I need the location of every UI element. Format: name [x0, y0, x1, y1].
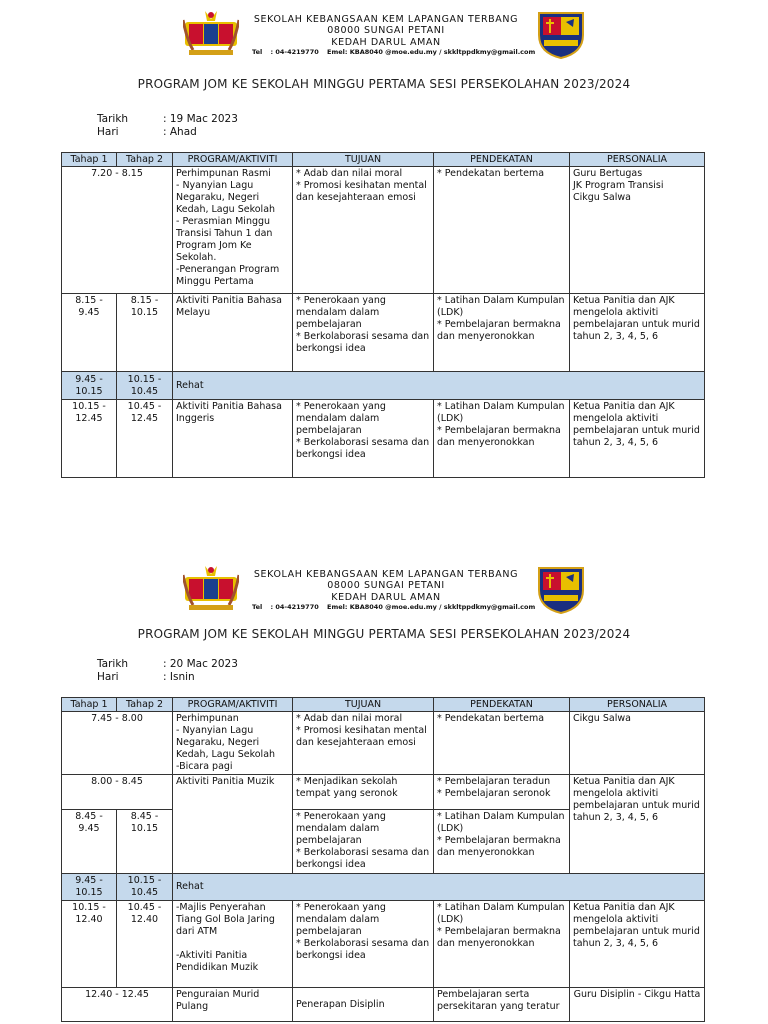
break-row	[62, 372, 705, 400]
email-text: Emel: KBA8040 @moe.edu.my / skkltppdkmy@gmail.com	[327, 48, 536, 56]
header-tujuan: TUJUAN	[293, 153, 434, 167]
program-cell: -Majlis Penyerahan Tiang Gol Bola Jaring dari ATM -Aktiviti Panitia Pendidikan Muzik	[173, 901, 293, 988]
email-text: Emel: KBA8040 @moe.edu.my / skkltppdkmy@gmail.com	[327, 603, 536, 611]
break-row	[62, 874, 705, 901]
tel-number: : 04-4219770	[270, 48, 319, 56]
contact-line	[252, 48, 541, 56]
tel-label: Tel	[252, 48, 263, 56]
tujuan-cell: Penerapan Disiplin	[293, 988, 434, 1022]
pendekatan-cell: * Latihan Dalam Kumpulan (LDK) * Pembelajaran bermakna dan menyeronokkan	[434, 400, 570, 478]
program-cell: Perhimpunan Rasmi - Nyanyian Lagu Negaraku, Negeri Kedah, Lagu Sekolah - Perasmian Minggu Transisi Tahun 1 dan Program Jom Ke Sekolah. -Penerangan Program Minggu Pertama	[173, 167, 293, 294]
day-row	[97, 671, 195, 683]
day-value: : Isnin	[163, 671, 195, 683]
school-state: KEDAH DARUL AMAN	[331, 37, 441, 48]
table-header-row	[62, 698, 705, 712]
time-tahap2-cell: 8.15 - 10.15	[117, 294, 173, 372]
day-row	[97, 126, 197, 138]
school-postcode: 08000 SUNGAI PETANI	[327, 580, 445, 591]
school-name: SEKOLAH KEBANGSAAN KEM LAPANGAN TERBANG	[253, 569, 519, 580]
personalia-cell: Guru Bertugas JK Program Transisi Cikgu Salwa	[570, 167, 705, 294]
time-cell: 12.40 - 12.45	[62, 988, 173, 1022]
time-tahap1-cell: 10.15 - 12.45	[62, 400, 117, 478]
personalia-cell: Ketua Panitia dan AJK mengelola aktiviti pembelajaran untuk murid tahun 2, 3, 4, 5, 6	[570, 400, 705, 478]
pendekatan-cell: * Latihan Dalam Kumpulan (LDK) * Pembelajaran bermakna dan menyeronokkan	[434, 901, 570, 988]
personalia-cell: Ketua Panitia dan AJK mengelola aktiviti pembelajaran untuk murid tahun 2, 3, 4, 5, 6	[570, 775, 705, 874]
program-cell: Aktiviti Panitia Bahasa Melayu	[173, 294, 293, 372]
break-label: Rehat	[173, 874, 705, 901]
header-tahap2: Tahap 2	[117, 698, 173, 712]
break-label: Rehat	[173, 372, 705, 400]
schedule-table-day1	[61, 152, 705, 478]
table-header-row	[62, 153, 705, 167]
school-state: KEDAH DARUL AMAN	[331, 592, 441, 603]
header-pendekatan: PENDEKATAN	[434, 153, 570, 167]
time-tahap2-cell: 8.45 - 10.15	[117, 810, 173, 874]
tujuan-cell: * Menjadikan sekolah tempat yang seronok	[293, 775, 434, 810]
personalia-cell: Cikgu Salwa	[570, 712, 705, 775]
day-label: Hari	[97, 126, 119, 138]
pendekatan-cell: * Pendekatan bertema	[434, 167, 570, 294]
day-label: Hari	[97, 671, 119, 683]
time-cell: 7.20 - 8.15	[62, 167, 173, 294]
schedule-table-day2	[61, 697, 705, 1022]
header-program: PROGRAM/AKTIVITI	[173, 153, 293, 167]
time-tahap2-cell: 10.45 - 12.40	[117, 901, 173, 988]
pendekatan-cell: * Pendekatan bertema	[434, 712, 570, 775]
program-title: PROGRAM JOM KE SEKOLAH MINGGU PERTAMA SESI PERSEKOLAHAN 2023/2024	[137, 77, 631, 91]
letterhead	[0, 555, 768, 615]
tujuan-cell: * Adab dan nilai moral * Promosi kesihatan mental dan kesejahteraan emosi	[293, 167, 434, 294]
header-tujuan: TUJUAN	[293, 698, 434, 712]
header-personalia: PERSONALIA	[570, 153, 705, 167]
personalia-cell: Guru Disiplin - Cikgu Hatta	[570, 988, 705, 1022]
time-cell: 7.45 - 8.00	[62, 712, 173, 775]
program-cell: Perhimpunan - Nyanyian Lagu Negaraku, Negeri Kedah, Lagu Sekolah -Bicara pagi	[173, 712, 293, 775]
tujuan-cell: * Penerokaan yang mendalam dalam pembelajaran * Berkolaborasi sesama dan berkongsi idea	[293, 294, 434, 372]
header-tahap2: Tahap 2	[117, 153, 173, 167]
day-value: : Ahad	[163, 126, 197, 138]
table-row	[62, 901, 705, 988]
table-row	[62, 988, 705, 1022]
tel-label: Tel	[252, 603, 263, 611]
time-tahap2-cell: 10.15 - 10.45	[117, 372, 173, 400]
school-postcode: 08000 SUNGAI PETANI	[327, 25, 445, 36]
table-row	[62, 775, 705, 810]
time-tahap2-cell: 10.45 - 12.45	[117, 400, 173, 478]
table-row	[62, 294, 705, 372]
pendekatan-cell: Pembelajaran serta persekitaran yang teratur	[434, 988, 570, 1022]
program-cell: Aktiviti Panitia Muzik	[173, 775, 293, 874]
pendekatan-cell: * Latihan Dalam Kumpulan (LDK) * Pembelajaran bermakna dan menyeronokkan	[434, 810, 570, 874]
time-cell: 8.00 - 8.45	[62, 775, 173, 810]
header-tahap1: Tahap 1	[62, 698, 117, 712]
time-tahap2-cell: 10.15 - 10.45	[117, 874, 173, 901]
pendekatan-cell: * Pembelajaran teradun * Pembelajaran seronok	[434, 775, 570, 810]
date-row	[97, 658, 238, 670]
header-program: PROGRAM/AKTIVITI	[173, 698, 293, 712]
schedule-section-day1	[0, 0, 768, 500]
tujuan-cell: * Penerokaan yang mendalam dalam pembelajaran * Berkolaborasi sesama dan berkongsi idea	[293, 400, 434, 478]
header-personalia: PERSONALIA	[570, 698, 705, 712]
personalia-cell: Ketua Panitia dan AJK mengelola aktiviti pembelajaran untuk murid tahun 2, 3, 4, 5, 6	[570, 901, 705, 988]
school-crest-icon	[533, 10, 589, 60]
table-row	[62, 400, 705, 478]
tujuan-cell: * Penerokaan yang mendalam dalam pembelajaran * Berkolaborasi sesama dan berkongsi idea	[293, 810, 434, 874]
table-row	[62, 712, 705, 775]
header-pendekatan: PENDEKATAN	[434, 698, 570, 712]
program-title: PROGRAM JOM KE SEKOLAH MINGGU PERTAMA SESI PERSEKOLAHAN 2023/2024	[137, 627, 631, 641]
program-cell: Penguraian Murid Pulang	[173, 988, 293, 1022]
header-tahap1: Tahap 1	[62, 153, 117, 167]
schedule-section-day2	[0, 555, 768, 1024]
date-label: Tarikh	[97, 658, 129, 670]
date-label: Tarikh	[97, 113, 129, 125]
letterhead	[0, 0, 768, 60]
date-value: : 20 Mac 2023	[163, 658, 238, 670]
personalia-cell: Ketua Panitia dan AJK mengelola aktiviti pembelajaran untuk murid tahun 2, 3, 4, 5, 6	[570, 294, 705, 372]
time-tahap1-cell: 8.15 - 9.45	[62, 294, 117, 372]
contact-line	[252, 603, 541, 611]
school-name: SEKOLAH KEBANGSAAN KEM LAPANGAN TERBANG	[253, 14, 519, 25]
date-value: : 19 Mac 2023	[163, 113, 238, 125]
program-cell: Aktiviti Panitia Bahasa Inggeris	[173, 400, 293, 478]
tel-number: : 04-4219770	[270, 603, 319, 611]
time-tahap1-cell: 9.45 - 10.15	[62, 372, 117, 400]
time-tahap1-cell: 8.45 - 9.45	[62, 810, 117, 874]
tujuan-cell: * Adab dan nilai moral * Promosi kesihatan mental dan kesejahteraan emosi	[293, 712, 434, 775]
time-tahap1-cell: 10.15 - 12.40	[62, 901, 117, 988]
pendekatan-cell: * Latihan Dalam Kumpulan (LDK) * Pembelajaran bermakna dan menyeronokkan	[434, 294, 570, 372]
table-row	[62, 167, 705, 294]
tujuan-cell: * Penerokaan yang mendalam dalam pembelajaran * Berkolaborasi sesama dan berkongsi idea	[293, 901, 434, 988]
date-row	[97, 113, 238, 125]
school-crest-icon	[533, 565, 589, 615]
time-tahap1-cell: 9.45 - 10.15	[62, 874, 117, 901]
